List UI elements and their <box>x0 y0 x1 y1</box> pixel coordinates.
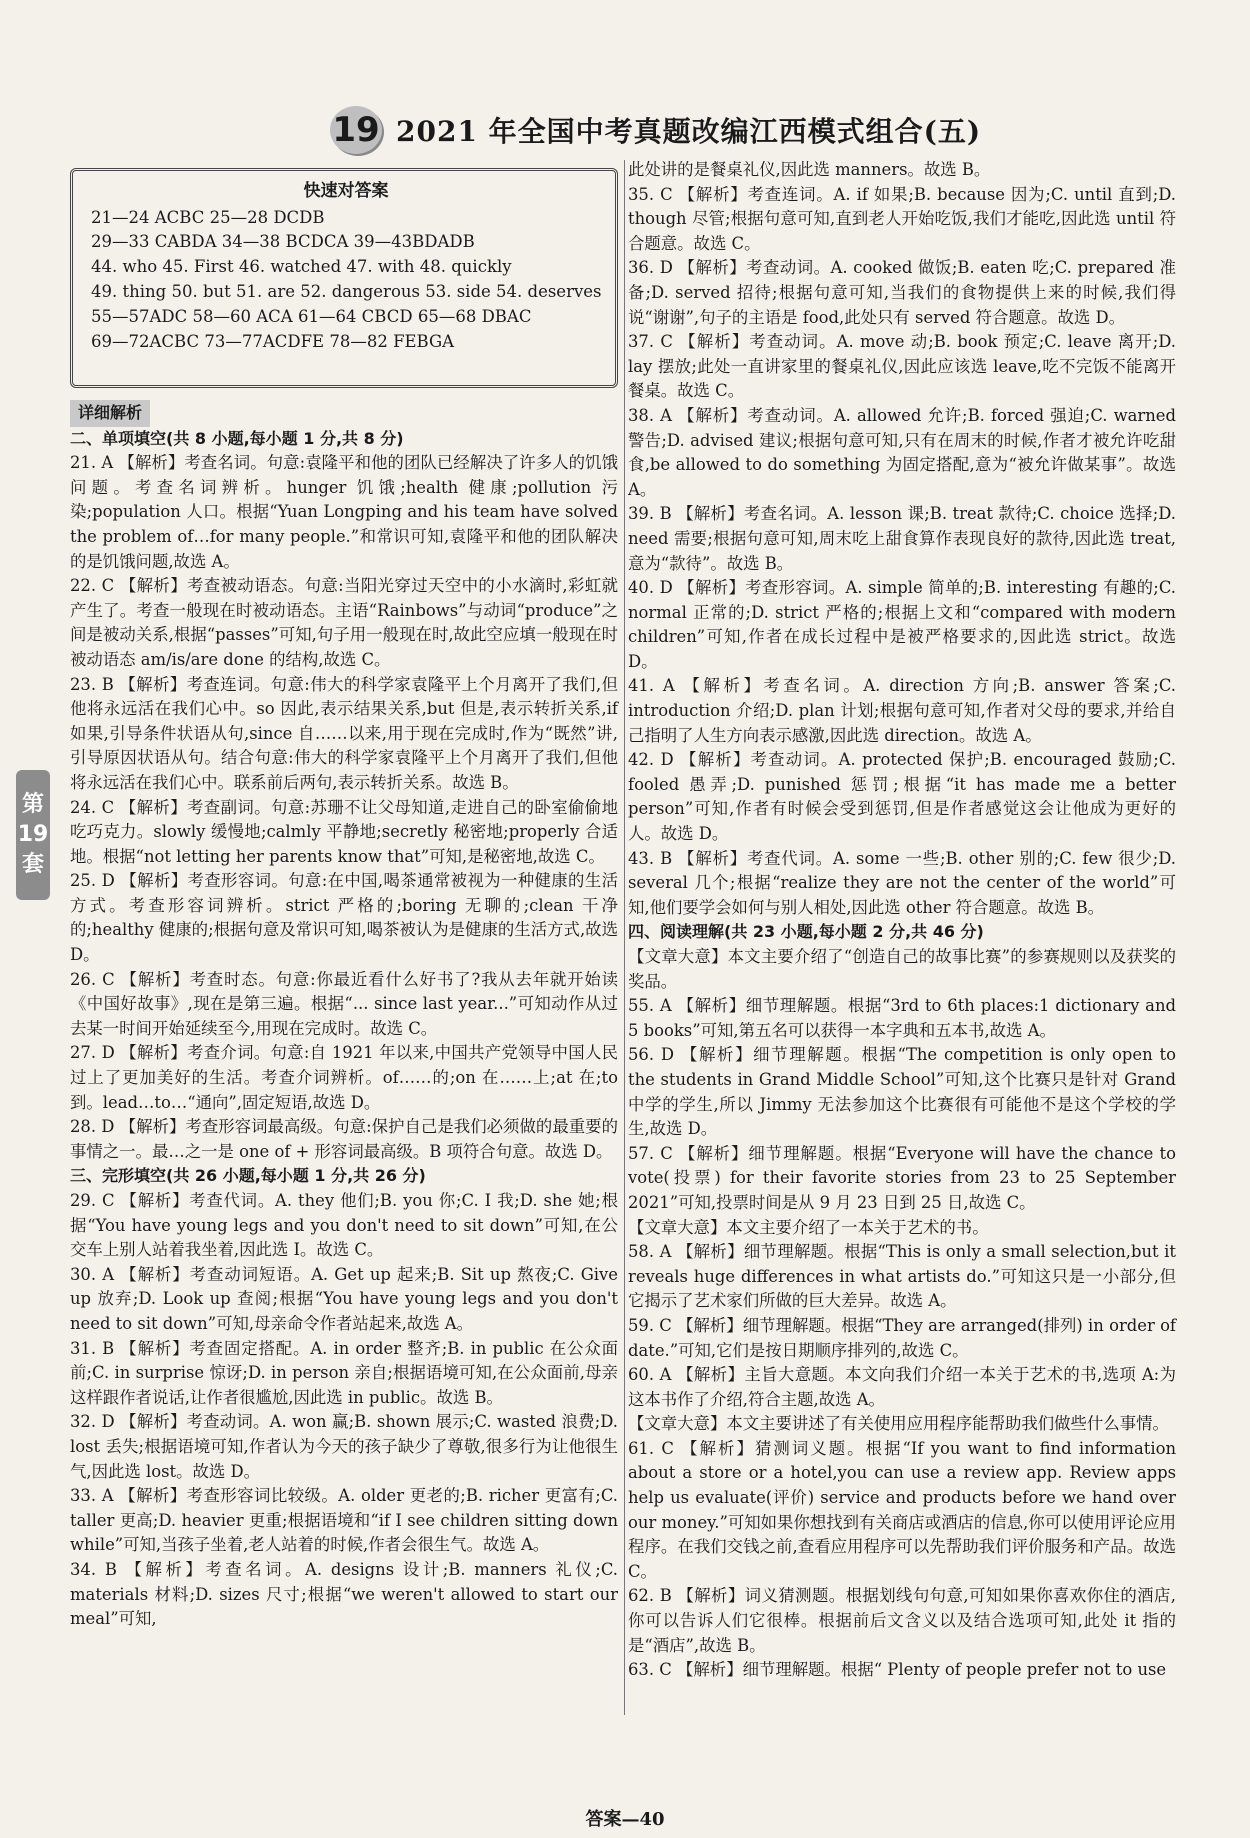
right-text <box>628 158 1176 1683</box>
answer-paragraph: 42. D 【解析】考查动词。A. protected 保护;B. encouraged 鼓励;C. fooled 愚弄;D. punished 惩罚;根据“it has made me a better person”可知,作者有时候会受到惩罚,但是作者感觉这会让他成为更好的人。故选 D。 <box>628 750 1176 844</box>
answer-paragraph: 25. D 【解析】考查形容词。句意:在中国,喝茶通常被视为一种健康的生活方式。考查形容词辨析。strict 严格的;boring 无聊的;clean 干净的;healthy 健康的;根据句意及常识可知,喝茶被认为是健康的生活方式,故选 D。 <box>70 871 618 965</box>
left-column <box>70 160 618 1632</box>
answer-paragraph: 二、单项填空(共 8 小题,每小题 1 分,共 8 分) <box>70 428 404 448</box>
quick-answer-title: 快速对答案 <box>303 181 389 201</box>
answer-paragraph: 21. A 【解析】考查名词。句意:袁隆平和他的团队已经解决了许多人的饥饿问题。考查名词辨析。hunger 饥饿;health 健康;pollution 污染;population 人口。根据“Yuan Longping and his team have solved the problem of…for many people.”和常识可知,袁隆平和他的团队解决的是饥饿问题,故选 A。 <box>70 453 618 571</box>
set-side-tab <box>16 770 50 900</box>
detail-label: 详细解析 <box>70 400 150 427</box>
answer-line: 21—24 ACBC 25—28 DCDB <box>91 207 325 227</box>
right-column <box>628 158 1176 1683</box>
answer-line: 29—33 CABDA 34—38 BCDCA 39—43BDADB <box>91 232 475 252</box>
page-title: 2021 年全国中考真题改编江西模式组合(五) <box>396 115 982 148</box>
answer-line: 44. who 45. First 46. watched 47. with 48. quickly <box>91 257 512 277</box>
answer-paragraph: 29. C 【解析】考查代词。A. they 他们;B. you 你;C. I 我;D. she 她;根据“You have young legs and you don't need to sit down”可知,在公交车上别人站着我坐着,因此选 I。故选 C。 <box>70 1191 618 1260</box>
answer-paragraph: 40. D 【解析】考查形容词。A. simple 简单的;B. interesting 有趣的;C. normal 正常的;D. strict 严格的;根据上文和“compared with modern children”可知,作者在成长过程中是被严格要求的,因此选 strict。故选 D。 <box>628 578 1176 671</box>
side-tab-number: 19 <box>17 822 49 847</box>
answer-line: 69—72ACBC 73—77ACDFE 78—82 FEBGA <box>91 331 455 351</box>
answer-paragraph: 41. A 【解析】考查名词。A. direction 方向;B. answer 答案;C. introduction 介绍;D. plan 计划;根据句意可知,作者对父母的要求,并给自己指明了人生方向表示感激,因此选 direction。故选 A。 <box>628 676 1176 745</box>
answer-paragraph: 34. B 【解析】考查名词。A. designs 设计;B. manners 礼仪;C. materials 材料;D. sizes 尺寸;根据“we weren't allowed to start our meal”可知, <box>70 1559 618 1629</box>
answer-paragraph: 59. C 【解析】细节理解题。根据“They are arranged(排列) in order of date.”可知,它们是按日期顺序排列的,故选 C。 <box>628 1315 1176 1360</box>
answer-paragraph: 【文章大意】本文主要介绍了“创造自己的故事比赛”的参赛规则以及获奖的奖品。 <box>628 947 1176 991</box>
answer-paragraph: 63. C 【解析】细节理解题。根据“ Plenty of people prefer not to use <box>628 1660 1167 1680</box>
answer-paragraph: 60. A 【解析】主旨大意题。本文向我们介绍一本关于艺术的书,选项 A:为这本书作了介绍,符合主题,故选 A。 <box>628 1365 1176 1409</box>
answer-paragraph: 61. C 【解析】猜测词义题。根据“If you want to find information about a store or a hotel,you can use a review app. Review apps help us evaluate(评价) service and products before we hand over our money.”可知如果你想找到有关商店或酒店的信息,你可以使用评论应用程序。在我们交钱之前,查看应用程序可以先帮助我们评价服务和产品。故选 C。 <box>628 1438 1176 1581</box>
answer-paragraph: 23. B 【解析】考查连词。句意:伟大的科学家袁隆平上个月离开了我们,但他将永远活在我们心中。so 因此,表示结果关系,but 但是,表示转折关系,if 如果,引导条件状语从句,since 自……以来,用于现在完成时,作为“既然”讲,引导原因状语从句。结合句意:伟大的科学家袁隆平上个月离开了我们,但他将永远活在我们心中。联系前后两句,表示转折关系。故选 B。 <box>70 674 618 792</box>
answer-paragraph: 62. B 【解析】词义猜测题。根据划线句句意,可知如果你喜欢你住的酒店,你可以告诉人们它很棒。根据前后文含义以及结合选项可知,此处 it 指的是“酒店”,故选 B。 <box>628 1586 1176 1655</box>
answer-paragraph: 37. C 【解析】考查动词。A. move 动;B. book 预定;C. leave 离开;D. lay 摆放;此处一直讲家里的餐桌礼仪,因此应该选 leave,吃不完饭不能离开餐桌。故选 C。 <box>628 332 1176 401</box>
side-tab-char: 第 <box>21 792 44 817</box>
page-footer: 答案—40 <box>585 1809 665 1830</box>
answer-paragraph: 56. D 【解析】细节理解题。根据“The competition is only open to the students in Grand Middle School”可知,这个比赛只是针对 Grand 中学的学生,所以 Jimmy 无法参加这个比赛很有可能他不是这个学校的学生,故选 D。 <box>628 1045 1176 1139</box>
quick-answer-box <box>70 168 618 388</box>
answer-paragraph: 【文章大意】本文主要讲述了有关使用应用程序能帮助我们做些什么事情。 <box>628 1414 1169 1434</box>
answer-paragraph: 38. A 【解析】考查动词。A. allowed 允许;B. forced 强迫;C. warned 警告;D. advised 建议;根据句意可知,只有在周末的时候,作者才被允许吃甜食,be allowed to do something 为固定搭配,意为“被允许做某事”。故选 A。 <box>628 405 1176 499</box>
answer-paragraph: 三、完形填空(共 26 小题,每小题 1 分,共 26 分) <box>70 1166 426 1186</box>
answer-paragraph: 31. B 【解析】考查固定搭配。A. in order 整齐;B. in public 在公众面前;C. in surprise 惊讶;D. in person 亲自;根据语境可知,在公众面前,母亲这样跟作者说话,让作者很尴尬,因此选 in public。故选 B。 <box>70 1338 618 1407</box>
answer-paragraph: 24. C 【解析】考查副词。句意:苏珊不让父母知道,走进自己的卧室偷偷地吃巧克力。slowly 缓慢地;calmly 平静地;secretly 秘密地;properly 合适地。根据“not letting her parents know that”可知,是秘密地,故选 C。 <box>70 797 618 866</box>
answer-line: 55—57ADC 58—60 ACA 61—64 CBCD 65—68 DBAC <box>91 306 532 326</box>
page-header <box>330 100 981 160</box>
answer-paragraph: 43. B 【解析】考查代词。A. some 一些;B. other 别的;C. few 很少;D. several 几个;根据“realize they are not the center of the world”可知,他们要学会如何与别人相处,因此选 other 符合题意。故选 B。 <box>628 848 1176 917</box>
answer-paragraph: 【文章大意】本文主要介绍了一本关于艺术的书。 <box>628 1217 989 1237</box>
answer-paragraph: 55. A 【解析】细节理解题。根据“3rd to 6th places:1 dictionary and 5 books”可知,第五名可以获得一本字典和五本书,故选 A。 <box>628 996 1176 1040</box>
answer-paragraph: 27. D 【解析】考查介词。句意:自 1921 年以来,中国共产党领导中国人民过上了更加美好的生活。考查介词辨析。of……的;on 在……上;at 在;to 到。lead…to…“通向”,固定短语,故选 D。 <box>70 1043 618 1112</box>
answer-paragraph: 39. B 【解析】考查名词。A. lesson 课;B. treat 款待;C. choice 选择;D. need 需要;根据句意可知,周末吃上甜食算作表现良好的款待,因此选 treat,意为“款待”。故选 B。 <box>628 504 1176 573</box>
answer-paragraph: 此处讲的是餐桌礼仪,因此选 manners。故选 B。 <box>628 160 991 179</box>
answer-paragraph: 四、阅读理解(共 23 小题,每小题 2 分,共 46 分) <box>628 922 984 942</box>
answer-paragraph: 36. D 【解析】考查动词。A. cooked 做饭;B. eaten 吃;C. prepared 准备;D. served 招待;根据句意可知,当我们的食物提供上来的时候,我们得说“谢谢”,句子的主语是 food,此处只有 served 符合题意。故选 D。 <box>628 258 1176 327</box>
answer-paragraph: 58. A 【解析】细节理解题。根据“This is only a small selection,but it reveals huge differences in what artists do.”可知这只是一小部分,但它揭示了艺术家们所做的巨大差异。故选 A。 <box>628 1242 1176 1311</box>
answer-paragraph: 57. C 【解析】细节理解题。根据“Everyone will have the chance to vote(投票) for their favorite stories from 23 to 25 September 2021”可知,投票时间是从 9 月 23 日到 25 日,故选 C。 <box>628 1143 1176 1212</box>
answer-paragraph: 22. C 【解析】考查被动语态。句意:当阳光穿过天空中的小水滴时,彩虹就产生了。考查一般现在时被动语态。主语“Rainbows”与动词“produce”之间是被动关系,根据“passes”可知,句子用一般现在时,故此空应填一般现在时被动语态 am/is/are done 的结构,故选 C。 <box>70 576 618 669</box>
answer-paragraph: 35. C 【解析】考查连词。A. if 如果;B. because 因为;C. until 直到;D. though 尽管;根据句意可知,直到老人开始吃饭,我们才能吃,因此选 until 符合题意。故选 C。 <box>628 184 1176 253</box>
answer-paragraph: 28. D 【解析】考查形容词最高级。句意:保护自己是我们必须做的最重要的事情之一。最…之一是 one of + 形容词最高级。B 项符合句意。故选 D。 <box>70 1117 618 1161</box>
answer-paragraph: 30. A 【解析】考查动词短语。A. Get up 起来;B. Sit up 熬夜;C. Give up 放弃;D. Look up 查阅;根据“You have young legs and you don't need to sit down”可知,母亲命令作者站起来,故选 A。 <box>70 1264 618 1333</box>
set-number-badge: 19 <box>330 106 382 154</box>
answer-paragraph: 33. A 【解析】考查形容词比较级。A. older 更老的;B. richer 更富有;C. taller 更高;D. heavier 更重;根据语境和“if I see children sitting down while”可知,当孩子坐着,老人站着的时候,作者会很生气。故选 A。 <box>70 1486 618 1555</box>
answer-paragraph: 26. C 【解析】考查时态。句意:你最近看什么好书了?我从去年就开始读《中国好故事》,现在是第三遍。根据“... since last year...”可知动作从过去某一时间开始延续至今,用现在完成时。故选 C。 <box>70 969 618 1038</box>
left-text <box>70 427 618 1632</box>
column-divider <box>624 160 625 1715</box>
answer-line: 49. thing 50. but 51. are 52. dangerous 53. side 54. deserves <box>91 281 602 301</box>
answer-paragraph: 32. D 【解析】考查动词。A. won 赢;B. shown 展示;C. wasted 浪费;D. lost 丢失;根据语境可知,作者认为今天的孩子缺少了尊敬,很多行为让他很生气,因此选 lost。故选 D。 <box>70 1412 618 1481</box>
side-tab-char: 套 <box>21 852 44 877</box>
